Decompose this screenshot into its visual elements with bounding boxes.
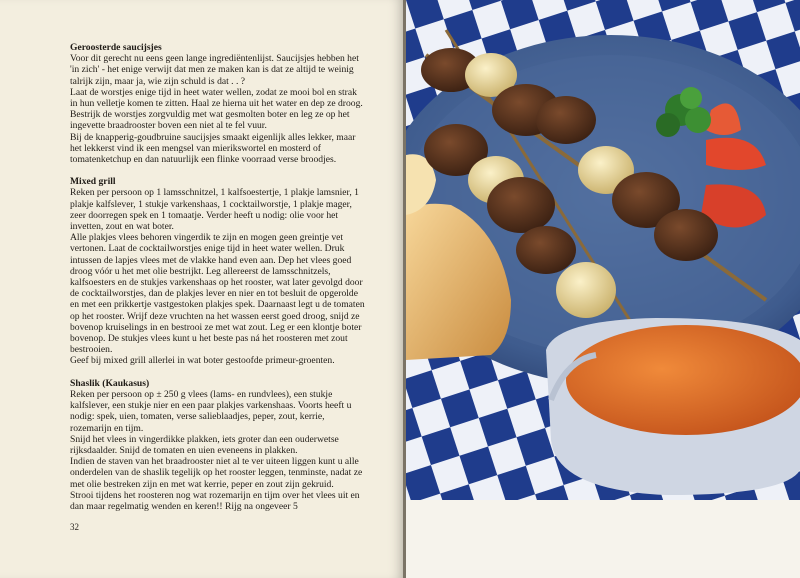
recipe-section-mixed-grill xyxy=(70,176,365,366)
recipe-paragraph: Indien de staven van het braadrooster niet al te ver uiteen liggen kunt u alle onderdelen van de shaslik tegelijk op het rooster leggen, tenminste, nadat ze met olie bestreken zijn en met wat kerrie, peper en zout zijn gekruid. xyxy=(70,456,363,490)
recipe-paragraph: Reken per persoon op 1 lamsschnitzel, 1 kalfsoestertje, 1 plakje lamsnier, 1 plakje kalfslever, 1 stukje varkenshaas, 1 cocktailworstje, 1 plakje mager, zeer doorregen spek en 1 tomaatje. Verder heeft u nodig: olie voor het invetten, zout en wat boter. xyxy=(70,187,359,233)
right-page xyxy=(406,0,800,578)
recipe-paragraph: Snijd het vlees in vingerdikke plakken, iets groter dan een ouderwetse rijksdaalder. Snijd de tomaten en uien eveneens in plakken. xyxy=(70,433,339,456)
recipe-title: Shaslik (Kaukasus) xyxy=(70,377,150,389)
recipe-section-shaslik xyxy=(70,378,365,512)
recipe-paragraph: Alle plakjes vlees behoren vingerdik te zijn en mogen geen greintje vet vertonen. Laat de cocktailworstjes enige tijd in heet water wellen. Druk intussen de lapjes vlees met de vlakke hand even aan. Dep het vlees goed droog vóór u het met olie bestrijkt. Leg allereerst de lamsschnitzels, kalfsoesters en de stukjes varkenshaas op het rooster, wat later gevolgd door de cocktailworstjes, dan de plakjes lever en nier en tot besluit de opgerolde en met een prikkertje vastgestoken plakjes spek. Daarnaast legt u de tomaten op het rooster. Wrijf deze vruchten na het wassen eerst goed droog, snijd ze bovenop kruiselings in en bestrooi ze met wat zout. Leg er een klontje boter bovenop. De stukjes vlees kunt u het beste pas ná het roosteren met zout bestrooien. xyxy=(70,232,365,356)
recipe-section-saucijsjes xyxy=(70,42,365,165)
recipe-paragraph: Reken per persoon op ± 250 g vlees (lams- en rundvlees), een stukje kalfslever, een stukje nier en een paar plakjes varkenshaas. Voorts heeft u nodig: spek, uien, tomaten, verse salieblaadjes, peper, zout, kerrie, rozemarijn en tijm. xyxy=(70,388,352,434)
recipe-paragraph: Voor dit gerecht nu eens geen lange ingrediëntenlijst. Saucijsjes hebben het 'in zich' - het enige verwijt dat men ze maken kan is dat ze altijd te weinig talrijk zijn, maar ja, wie zijn schuld is dat . . ? xyxy=(70,53,359,87)
gravy-boat xyxy=(546,318,800,495)
recipe-text-column xyxy=(70,42,365,523)
recipe-paragraph: Laat de worstjes enige tijd in heet water wellen, zodat ze mooi bol en strak in hun velletje komen te zitten. Haal ze hierna uit het water en dep ze droog. Bestrijk de worstjes zorgvuldig met wat gesmolten boter en leg ze op het ingevette braadrooster boven een niet al te fel vuur. xyxy=(70,86,363,132)
recipe-paragraph: Bij de knapperig-goudbruine saucijsjes smaakt eigenlijk alles lekker, maar het lekkerst vind ik een mengsel van mierikswortel en mosterd of tomatenketchup en dan natuurlijk een flinke voorraad verse broodjes. xyxy=(70,131,356,166)
recipe-title: Geroosterde saucijsjes xyxy=(70,42,162,53)
recipe-paragraph: Geef bij mixed grill allerlei in wat boter gestoofde primeur-groenten. xyxy=(70,355,335,367)
page-number: 32 xyxy=(70,522,79,532)
food-photo xyxy=(406,0,800,500)
recipe-paragraph: Strooi tijdens het roosteren nog wat rozemarijn en tijm over het vlees uit en dan maar regelmatig wenden en keren!! Rijg na ongeveer 5 xyxy=(70,489,360,512)
recipe-title: Mixed grill xyxy=(70,176,116,188)
